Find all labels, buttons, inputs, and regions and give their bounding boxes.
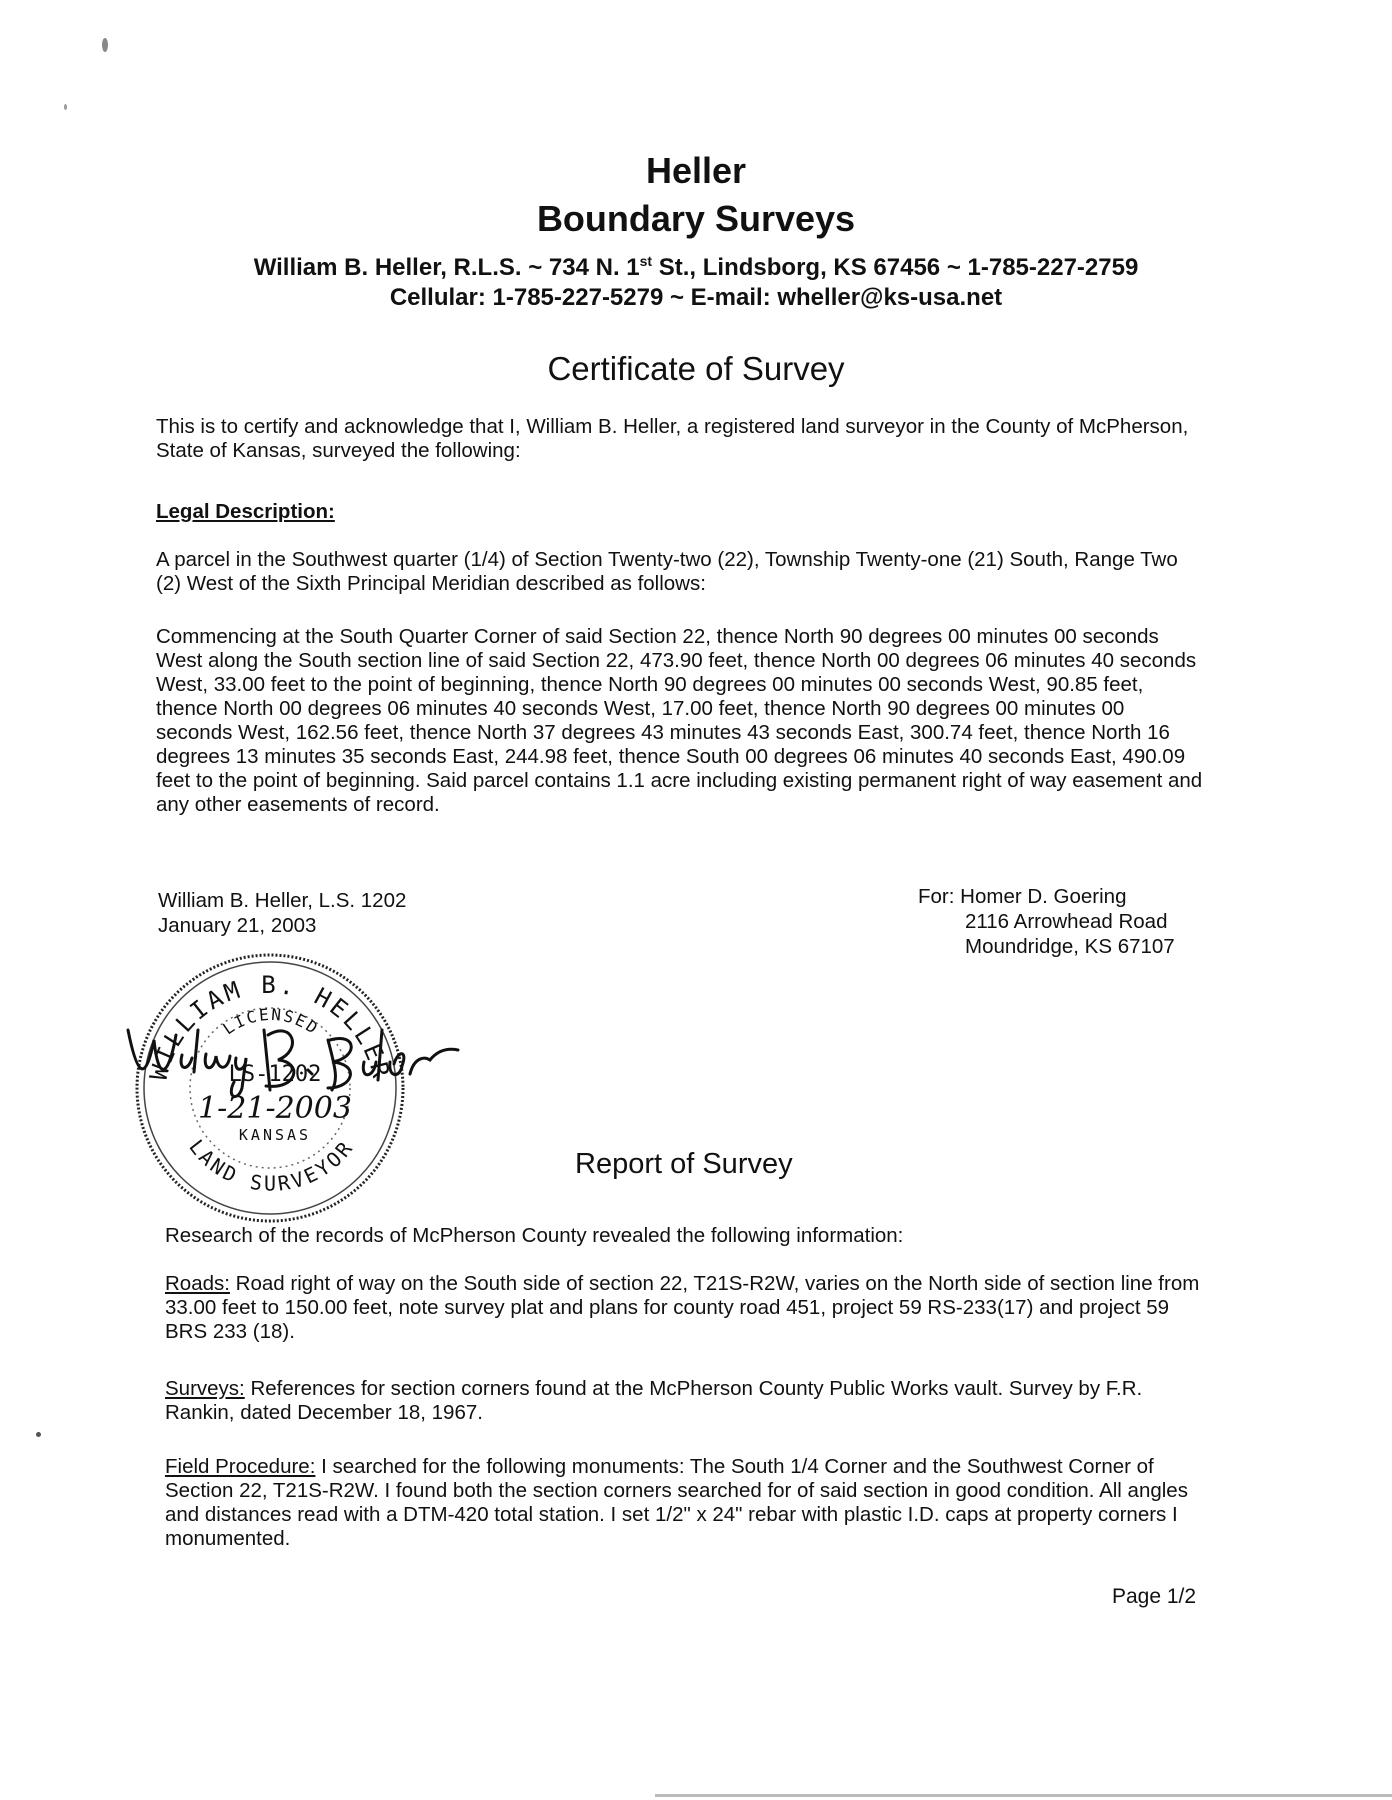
contact-line1-post: St., Lindsborg, KS 67456 ~ 1-785-227-2759 [652,254,1139,281]
research-statement: Research of the records of McPherson County revealed the following information: [165,1224,904,1247]
signer-date: January 21, 2003 [158,914,317,937]
seal-number: LS-1202 [228,1062,322,1087]
report-title: Report of Survey [575,1148,793,1180]
seal-inner-text: LICENSED [219,1004,323,1039]
scan-speck [102,38,108,52]
firm-name-line2: Boundary Surveys [536,198,856,239]
client-name: Homer D. Goering [960,885,1127,908]
roads-text: Road right of way on the South side of section 22, T21S-R2W, varies on the North side of section line from 33.00 feet to 150.00 feet, note survey plat and plans for county road 451, project 59 RS-233(17) and project 59 BRS 233 (18). [165,1272,1200,1343]
field-procedure-paragraph [165,1455,1215,1551]
seal-state: KANSAS [238,1126,312,1144]
field-procedure-text: I searched for the following monuments: The South 1/4 Corner and the Southwest Corner of Section 22, T21S-R2W. I found both the section corners searched for of said section in good condition. All angles and distances read with a DTM-420 total station. I set 1/2" x 24" rebar with plastic I.D. caps at property corners I monumented. [165,1455,1188,1550]
client-block [918,884,1175,959]
contact-line1-sup: st [639,253,653,269]
firm-name-line1: Heller [645,150,747,191]
handwritten-signature [118,1010,468,1110]
scan-edge-line [655,1794,1392,1797]
signer-name: William B. Heller, L.S. 1202 [158,889,407,912]
surveys-paragraph [165,1377,1215,1425]
surveys-text: References for section corners found at the McPherson County Public Works vault. Survey by F.R. Rankin, dated December 18, 1967. [165,1377,1143,1424]
client-city: Moundridge, KS 67107 [965,935,1175,958]
legal-description-parcel: A parcel in the Southwest quarter (1/4) of Section Twenty-two (22), Township Twenty-one (21) South, Range Two (2) West of the Sixth Principal Meridian described as follows: [156,548,1178,595]
client-label: For: [918,885,955,908]
svg-text:LAND SURVEYOR [184,1135,358,1196]
roads-paragraph [165,1272,1215,1344]
scan-speck [36,1432,41,1437]
scan-speck [64,104,67,110]
page-number: Page 1/2 [1112,1585,1197,1608]
surveys-label: Surveys: [165,1377,245,1400]
seal-date: 1-21-2003 [198,1091,352,1126]
seal-bottom-text: LAND SURVEYOR [184,1134,359,1196]
contact-line2: Cellular: 1-785-227-5279 ~ E-mail: wheller@ks-usa.net [389,284,1003,311]
certificate-intro: This is to certify and acknowledge that I, William B. Heller, a registered land surveyor in the County of McPherson, State of Kansas, surveyed the following: [156,415,1189,462]
contact-line1 [0,253,1392,282]
signer-block [158,888,406,938]
seal-top-text: WILLIAM B. HELLER [144,971,396,1083]
contact-line1-pre: William B. Heller, R.L.S. ~ 734 N. 1 [253,254,640,281]
legal-description-heading: Legal Description: [156,500,335,523]
client-street: 2116 Arrowhead Road [965,910,1168,933]
field-procedure-label: Field Procedure: [165,1455,316,1478]
roads-label: Roads: [165,1272,230,1295]
certificate-title: Certificate of Survey [547,350,845,387]
legal-description-metes-bounds: Commencing at the South Quarter Corner of said Section 22, thence North 90 degrees 00 minutes 00 seconds West along the South section line of said Section 22, 473.90 feet, thence North 00 degrees 06 minutes 40 seconds West, 33.00 feet to the point of beginning, thence North 90 degrees 00 minutes 00 seconds West, 90.85 feet, thence North 00 degrees 06 minutes 40 seconds West, 17.00 feet, thence North 90 degrees 00 minutes 00 seconds West, 162.56 feet, thence North 37 degrees 43 minutes 43 seconds East, 300.74 feet, thence North 16 degrees 13 minutes 35 seconds East, 244.98 feet, thence South 00 degrees 06 minutes 40 seconds East, 490.09 feet to the point of beginning. Said parcel contains 1.1 acre including existing permanent right of way easement and any other easements of record. [156,625,1203,816]
